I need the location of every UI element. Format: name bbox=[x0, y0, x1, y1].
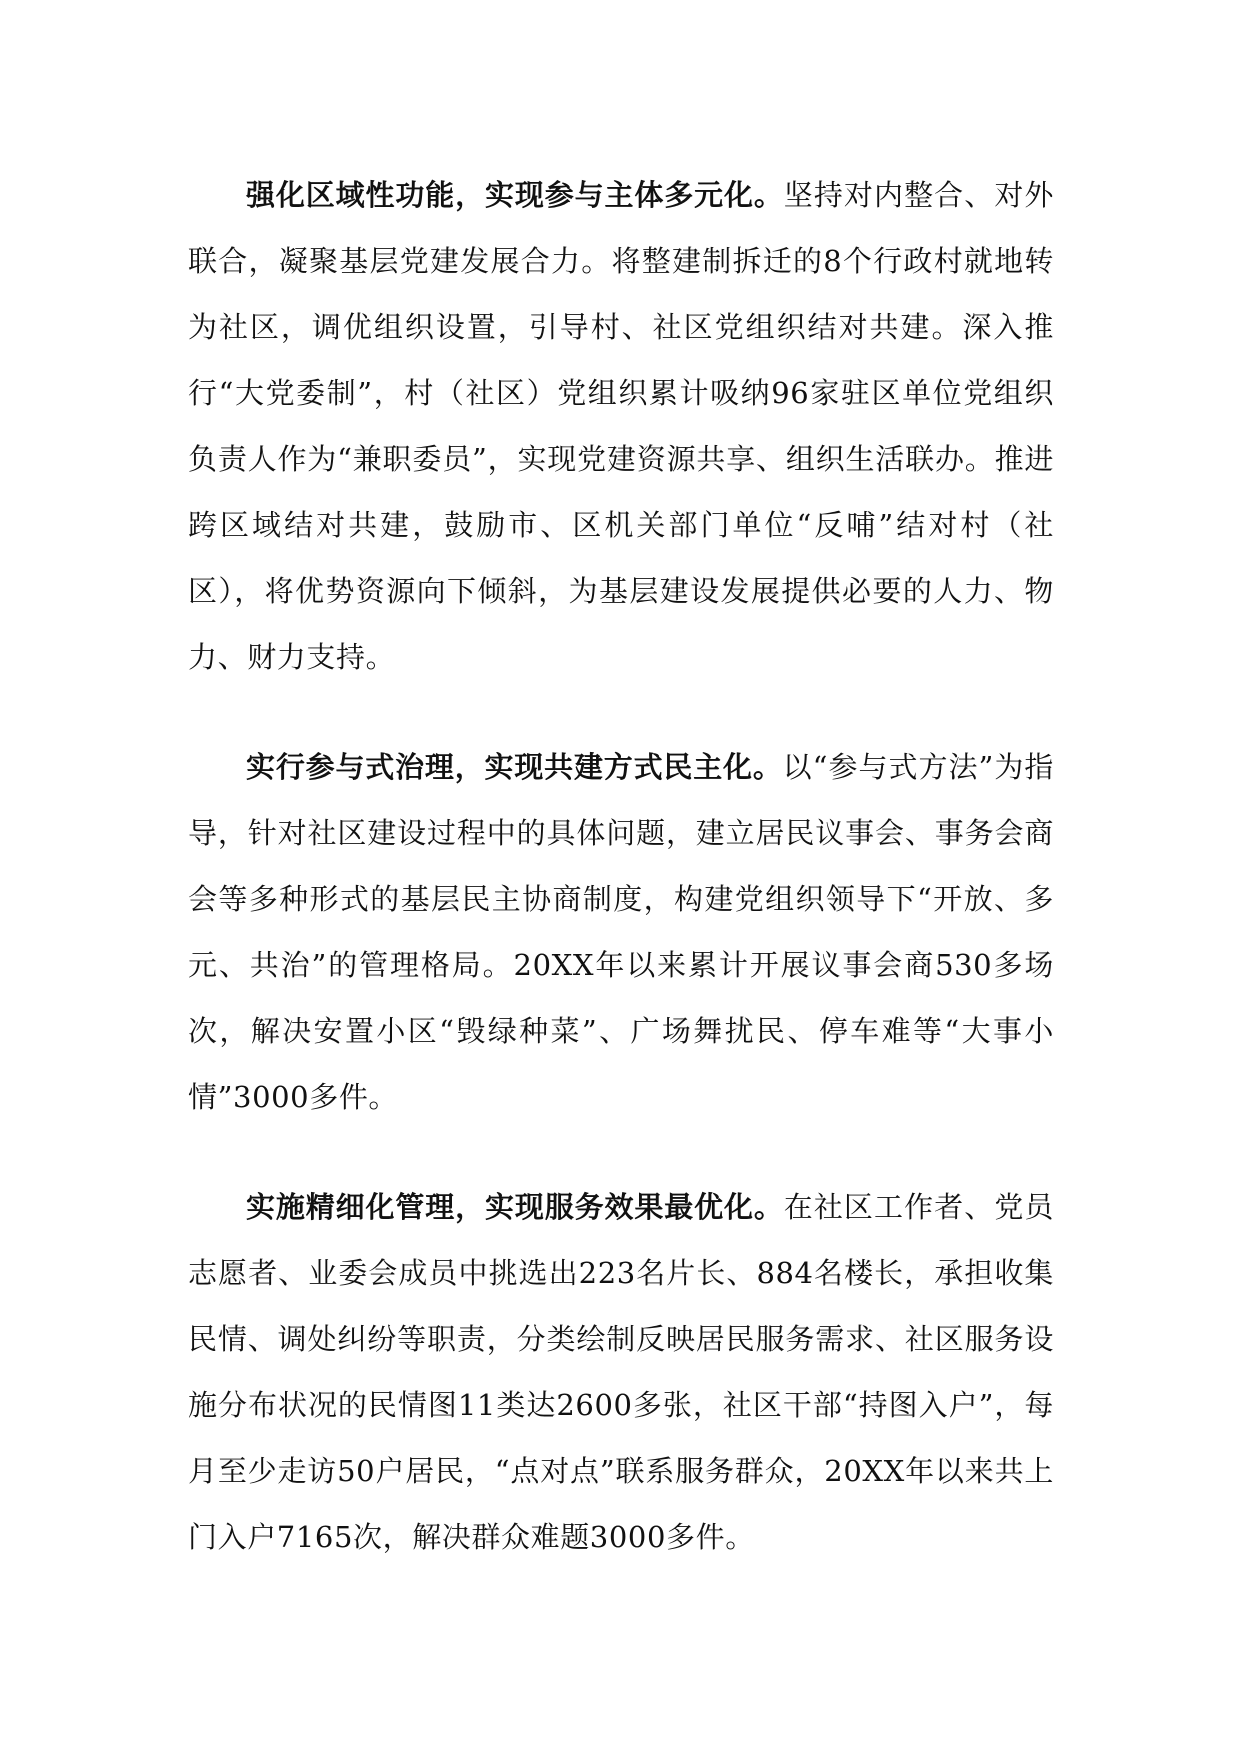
paragraph-heading: 实行参与式治理，实现共建方式民主化。 bbox=[246, 750, 783, 784]
paragraph-participatory-governance bbox=[188, 734, 1054, 1130]
paragraph-body: 以“参与式方法”为指导，针对社区建设过程中的具体问题，建立居民议事会、事务会商会等多种形式的基层民主协商制度，构建党组织领导下“开放、多元、共治”的管理格局。20XX年以来累计开展议事会商530多场次，解决安置小区“毁绿种菜”、广场舞扰民、停车难等“大事小情”3000多件。 bbox=[188, 750, 1055, 1114]
paragraph-heading: 强化区域性功能，实现参与主体多元化。 bbox=[246, 178, 784, 212]
paragraph-refined-management bbox=[188, 1174, 1054, 1570]
paragraph-heading: 实施精细化管理，实现服务效果最优化。 bbox=[246, 1190, 784, 1224]
document-page bbox=[188, 162, 1054, 1614]
paragraph-body: 在社区工作者、党员志愿者、业委会成员中挑选出223名片长、884名楼长，承担收集民情、调处纠纷等职责，分类绘制反映居民服务需求、社区服务设施分布状况的民情图11类达2600多张，社区干部“持图入户”，每月至少走访50户居民，“点对点”联系服务群众，20XX年以来共上门入户7165次，解决群众难题3000多件。 bbox=[188, 1190, 1054, 1554]
paragraph-regional-function bbox=[188, 162, 1054, 690]
paragraph-body: 坚持对内整合、对外联合，凝聚基层党建发展合力。将整建制拆迁的8个行政村就地转为社区，调优组织设置，引导村、社区党组织结对共建。深入推行“大党委制”，村（社区）党组织累计吸纳96家驻区单位党组织负责人作为“兼职委员”，实现党建资源共享、组织生活联办。推进跨区域结对共建，鼓励市、区机关部门单位“反哺”结对村（社区），将优势资源向下倾斜，为基层建设发展提供必要的人力、物力、财力支持。 bbox=[188, 178, 1054, 674]
